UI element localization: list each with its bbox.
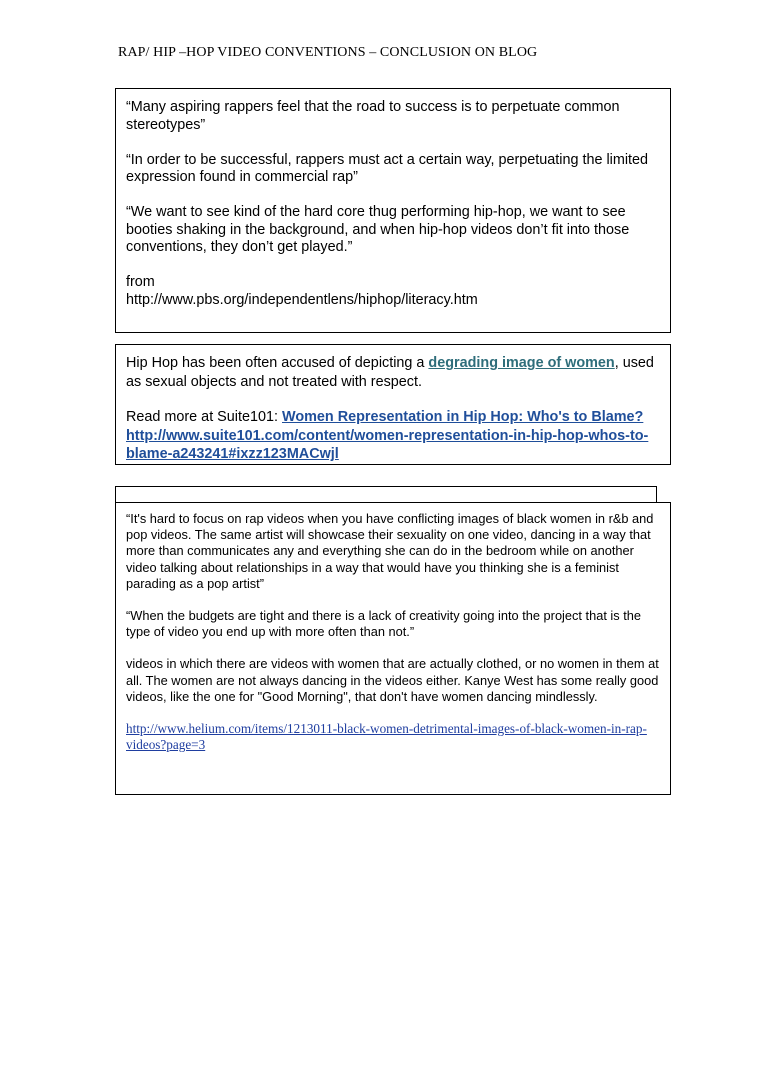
quote-hard-core-thug: “We want to see kind of the hard core thug performing hip-hop, we want to see booties shaking in the background, and when hip-hop videos don’t fit into those conventions, they don’t get played.” xyxy=(126,204,630,255)
source-url[interactable]: http://www.pbs.org/independentlens/hiphop/literacy.htm xyxy=(126,291,478,308)
quote-tight-budgets: “When the budgets are tight and there is a lack of creativity going into the project that is the type of video you end up with more often than not.” xyxy=(126,608,642,640)
quote-act-certain-way: “In order to be successful, rappers must act a certain way, perpetuating the limited expression found in commercial rap” xyxy=(126,151,649,185)
article-title-link[interactable]: Women Representation in Hip Hop: Who's to Blame? xyxy=(282,409,644,425)
helium-source xyxy=(126,721,660,753)
read-more-paragraph xyxy=(126,408,660,464)
hiphop-representation-box xyxy=(115,344,671,465)
page-title: RAP/ HIP –HOP VIDEO CONVENTIONS – CONCLUSION ON BLOG xyxy=(118,45,538,60)
article-url-link[interactable]: http://www.suite101.com/content/women-representation-in-hip-hop-whos-to-blame-a243241#ixzz123MACwjl xyxy=(126,427,649,462)
quote-conflicting-images: “It's hard to focus on rap videos when you have conflicting images of black women in r&b and pop videos. The same artist will showcase their sexuality on one video, dancing in a way that more than communicates any and everything she can do in the bedroom while on another video talking about relationships in a way that would have you thinking she is a feminist parading as a pop artist” xyxy=(126,511,654,591)
helium-url-link[interactable]: http://www.helium.com/items/1213011-black-women-detrimental-images-of-black-women-in-rap-videos?page=3 xyxy=(126,721,647,753)
source-citation xyxy=(126,274,660,309)
degrading-image-link[interactable]: degrading image of women xyxy=(428,355,615,371)
read-more-label: Read more at Suite101: xyxy=(126,409,282,425)
accusation-text-before: Hip Hop has been often accused of depicting a xyxy=(126,355,429,371)
quote-road-to-success: “Many aspiring rappers feel that the road to success is to perpetuate common stereotypes” xyxy=(126,99,620,133)
rap-videos-box xyxy=(115,502,671,795)
source-label: from xyxy=(126,274,155,290)
quotes-box xyxy=(115,88,671,333)
accusation-text-after: , used as sexual objects and not treated with respect. xyxy=(126,355,654,390)
accusation-paragraph xyxy=(126,354,660,391)
kanye-west-paragraph: videos in which there are videos with women that are actually clothed, or no women in them at all. The women are not always dancing in the videos either. Kanye West has some really good videos, like the one for "Good Morning", that don't have women dancing mindlessly. xyxy=(126,656,659,704)
